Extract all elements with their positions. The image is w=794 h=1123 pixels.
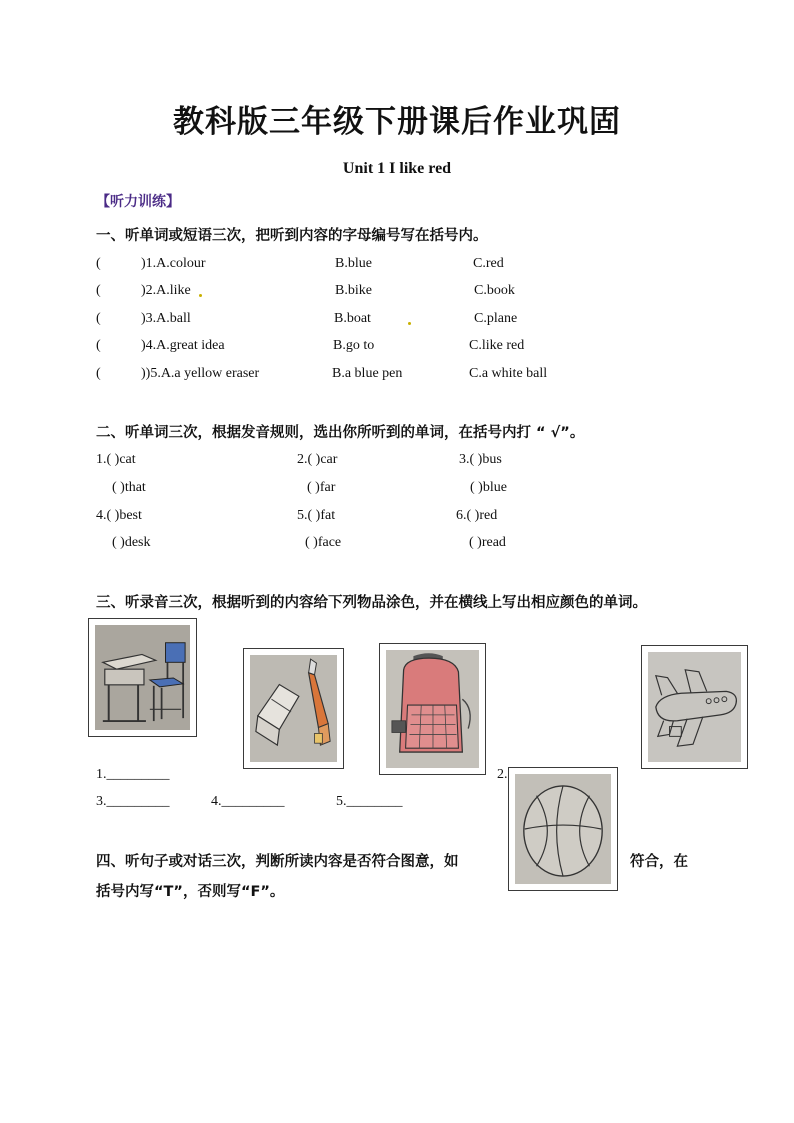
part2-q6-alt: ( )read [469,535,506,550]
desk-chair-icon [95,625,190,730]
part1-q4-paren: ( [96,338,101,353]
part2-q4: 4.( )best [96,508,142,523]
part1-q1-c: C.red [473,256,504,271]
part2-q3-alt: ( )blue [470,480,507,495]
part1-q5-b: B.a blue pen [332,366,403,381]
part1-q3-paren: ( [96,311,101,326]
part1-q3-b: B.boat [334,311,371,326]
part1-heading: 一、听单词或短语三次，把听到内容的字母编号写在括号内。 [96,228,488,244]
part4-heading-line2: 括号内写“T”，否则写“F”。 [96,884,285,900]
part1-q3-c: C.plane [474,311,518,326]
part1-q1-paren: ( [96,256,101,271]
part1-q5-c: C.a white ball [469,366,548,381]
blank-5[interactable]: 5.________ [336,794,403,809]
part1-q2-paren: ( [96,283,101,298]
part1-q2-b: B.bike [335,283,372,298]
speck-mark [408,322,411,325]
part2-q5: 5.( )fat [297,508,336,523]
part1-q1-b: B.blue [335,256,372,271]
part1-q1-a: )1.A.colour [141,256,206,271]
blank-2[interactable]: 2. [497,767,508,782]
part2-q2-alt: ( )far [307,480,336,495]
basketball-picture [508,767,618,891]
part1-q4-c: C.like red [469,338,525,353]
part2-q6: 6.( )red [456,508,498,523]
part4-heading-line1: 四、听句子或对话三次，判断所读内容是否符合图意，如 [96,854,459,870]
eraser-pen-picture [243,648,344,769]
backpack-icon [386,650,479,768]
airplane-icon [648,652,741,762]
part2-heading: 二、听单词三次，根据发音规则，选出你所听到的单词，在括号内打 “ √”。 [96,425,585,441]
airplane-picture [641,645,748,769]
eraser-pen-icon [250,655,337,762]
desk-chair-picture [88,618,197,737]
part1-q4-b: B.go to [333,338,375,353]
section-tag-listening: 【听力训练】 [96,194,180,210]
unit-subtitle: Unit 1 I like red [342,160,452,177]
blank-4[interactable]: 4._________ [211,794,285,809]
part2-q1-alt: ( )that [112,480,146,495]
part1-q3-a: )3.A.ball [141,311,191,326]
part2-q2: 2.( )car [297,452,338,467]
part2-q3: 3.( )bus [459,452,502,467]
backpack-picture [379,643,486,775]
part1-q4-a: )4.A.great idea [141,338,225,353]
part1-q2-a: )2.A.like [141,283,191,298]
part1-q5-paren: ( [96,366,101,381]
page-title: 教科版三年级下册课后作业巩固 [173,104,621,140]
part2-q4-alt: ( )desk [112,535,151,550]
part2-q1: 1.( )cat [96,452,136,467]
blank-1[interactable]: 1._________ [96,767,170,782]
blank-3[interactable]: 3._________ [96,794,170,809]
part4-heading-line1-tail: 符合，在 [630,854,688,870]
part2-q5-alt: ( )face [305,535,342,550]
part1-q2-c: C.book [474,283,515,298]
part3-heading: 三、听录音三次，根据听到的内容给下列物品涂色，并在横线上写出相应颜色的单词。 [96,595,647,611]
basketball-icon [515,774,611,884]
part1-q5-a: ))5.A.a yellow eraser [141,366,260,381]
speck-mark [199,294,202,297]
